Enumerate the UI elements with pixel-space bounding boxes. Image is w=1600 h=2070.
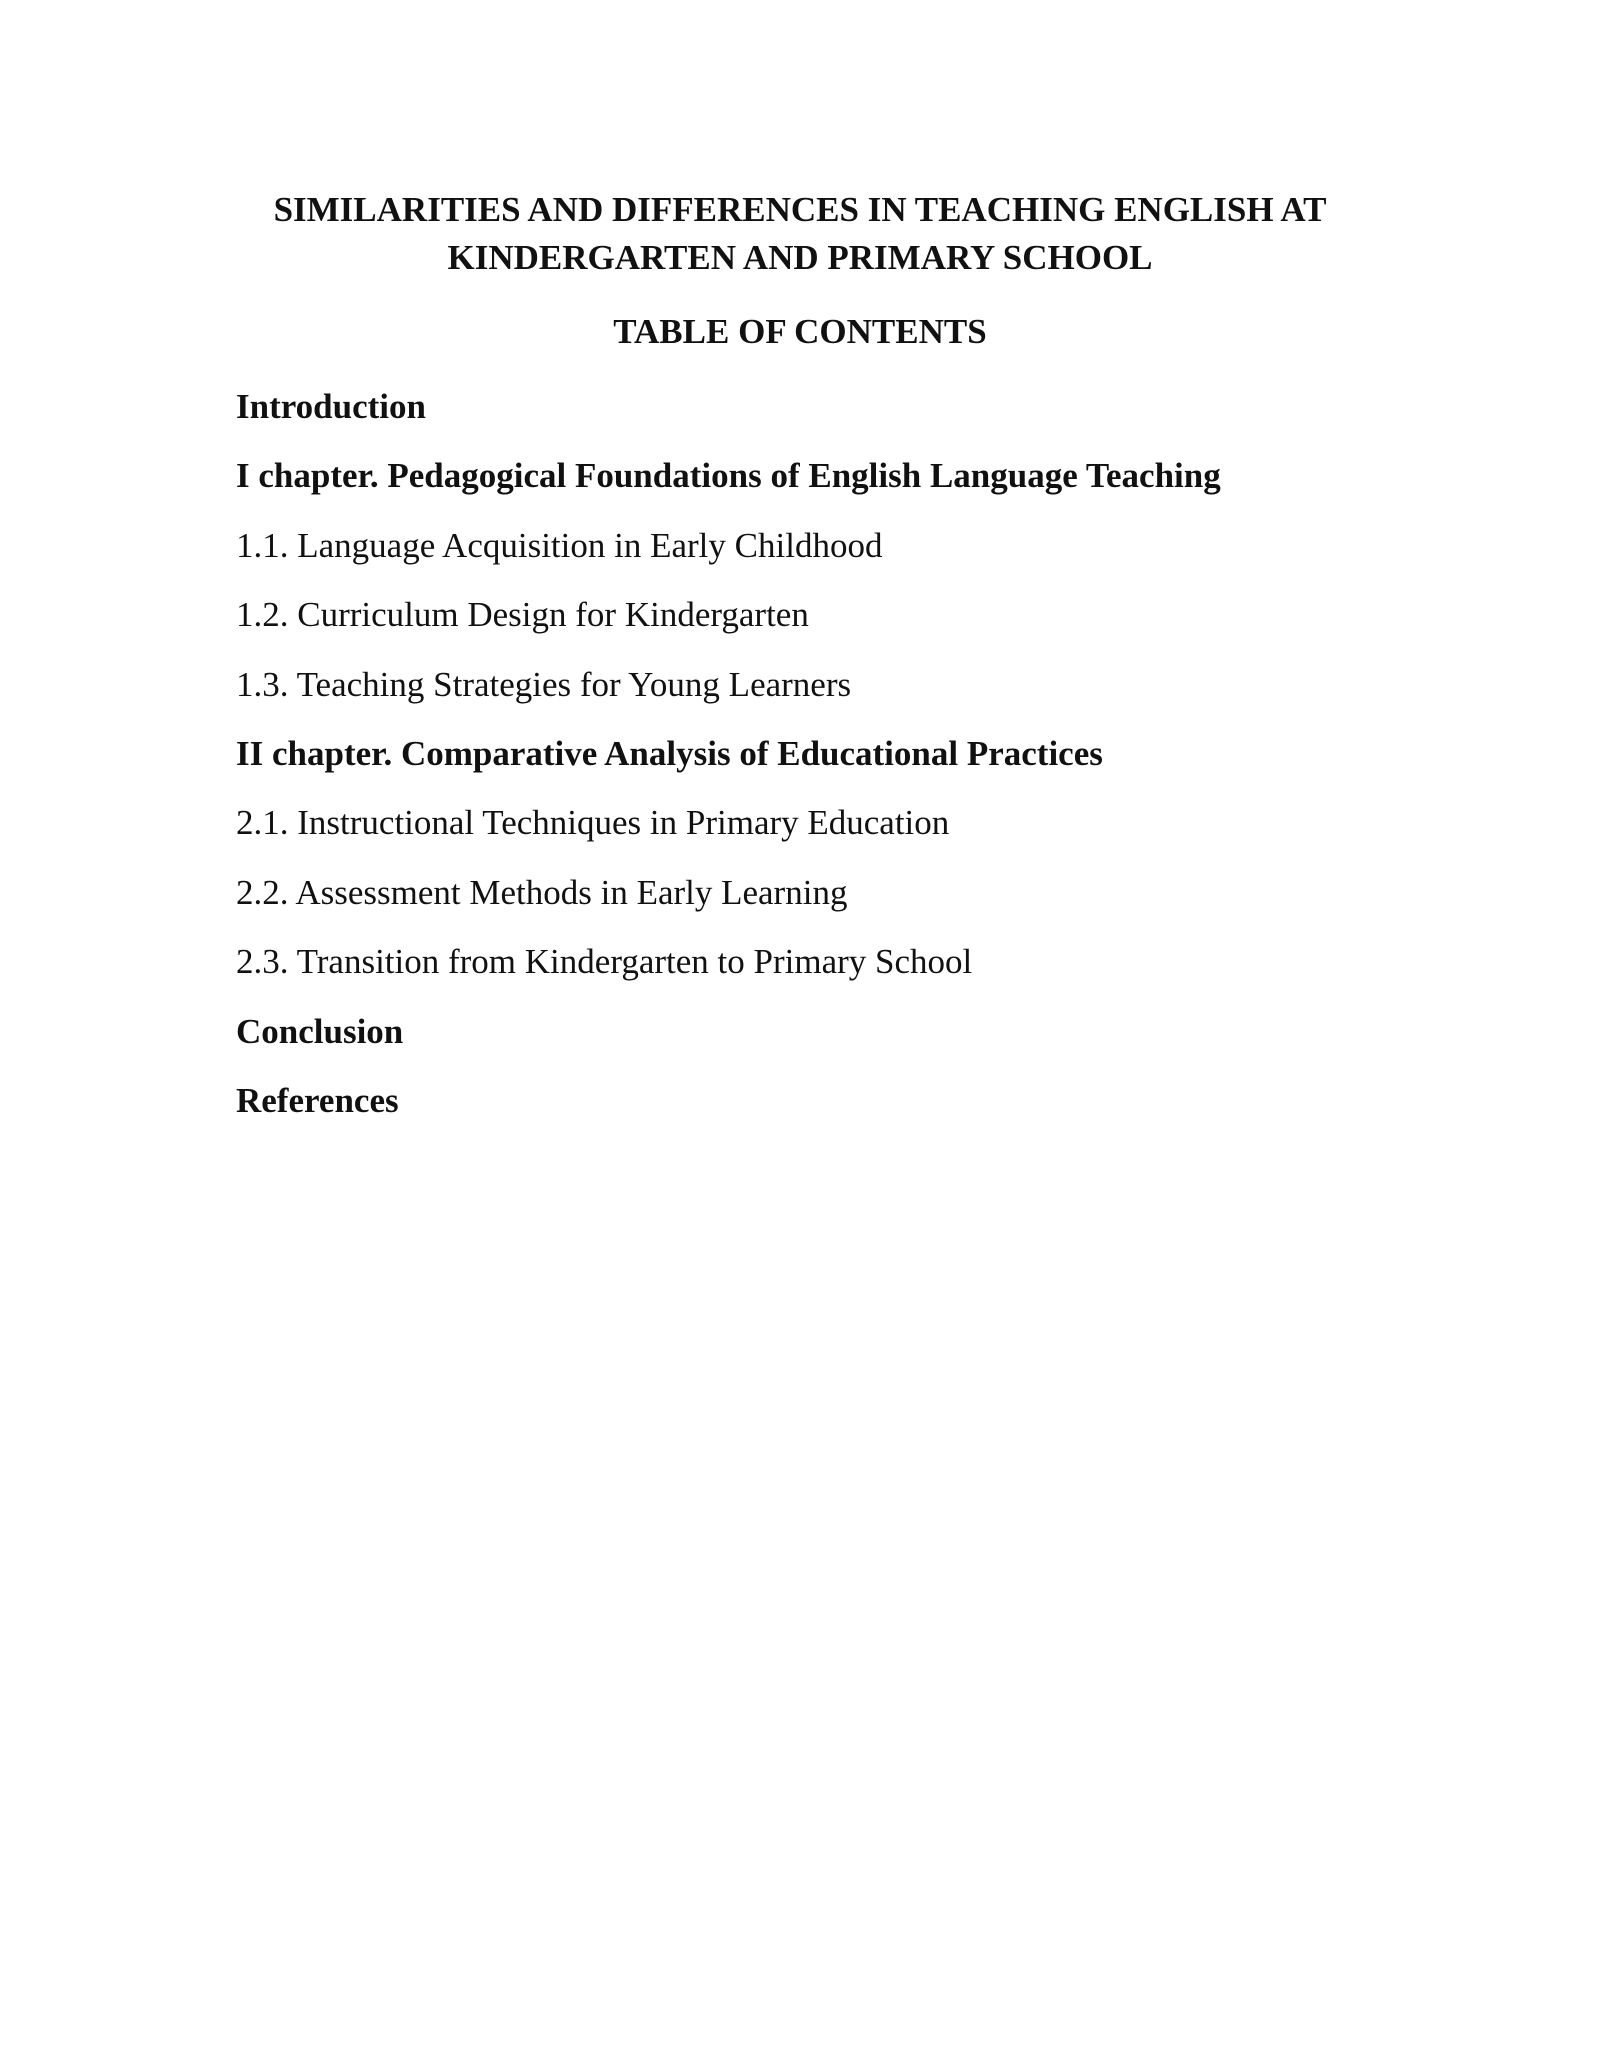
toc-item-1-1: 1.1. Language Acquisition in Early Childhood (236, 525, 883, 565)
toc-item-2-2: 2.2. Assessment Methods in Early Learning (236, 872, 848, 912)
toc-item-chapter-2: II chapter. Comparative Analysis of Educational Practices (236, 733, 1103, 773)
toc-item-introduction: Introduction (236, 387, 426, 426)
toc-item-references: References (236, 1080, 399, 1120)
toc-item-2-1: 2.1. Instructional Techniques in Primary Education (236, 803, 950, 843)
toc-heading: TABLE OF CONTENTS (613, 312, 987, 351)
toc-item-chapter-1: I chapter. Pedagogical Foundations of English Language Teaching (236, 456, 1221, 496)
toc-item-conclusion: Conclusion (236, 1011, 404, 1051)
toc-item-1-2: 1.2. Curriculum Design for Kindergarten (236, 595, 809, 635)
title-line-1: SIMILARITIES AND DIFFERENCES IN TEACHING ENGLISH AT (273, 190, 1327, 229)
document-title (200, 186, 1400, 282)
table-of-contents (236, 383, 1436, 1146)
title-line-2: KINDERGARTEN AND PRIMARY SCHOOL (447, 238, 1153, 277)
toc-item-2-3: 2.3. Transition from Kindergarten to Primary School (236, 942, 973, 982)
toc-item-1-3: 1.3. Teaching Strategies for Young Learners (236, 664, 852, 704)
